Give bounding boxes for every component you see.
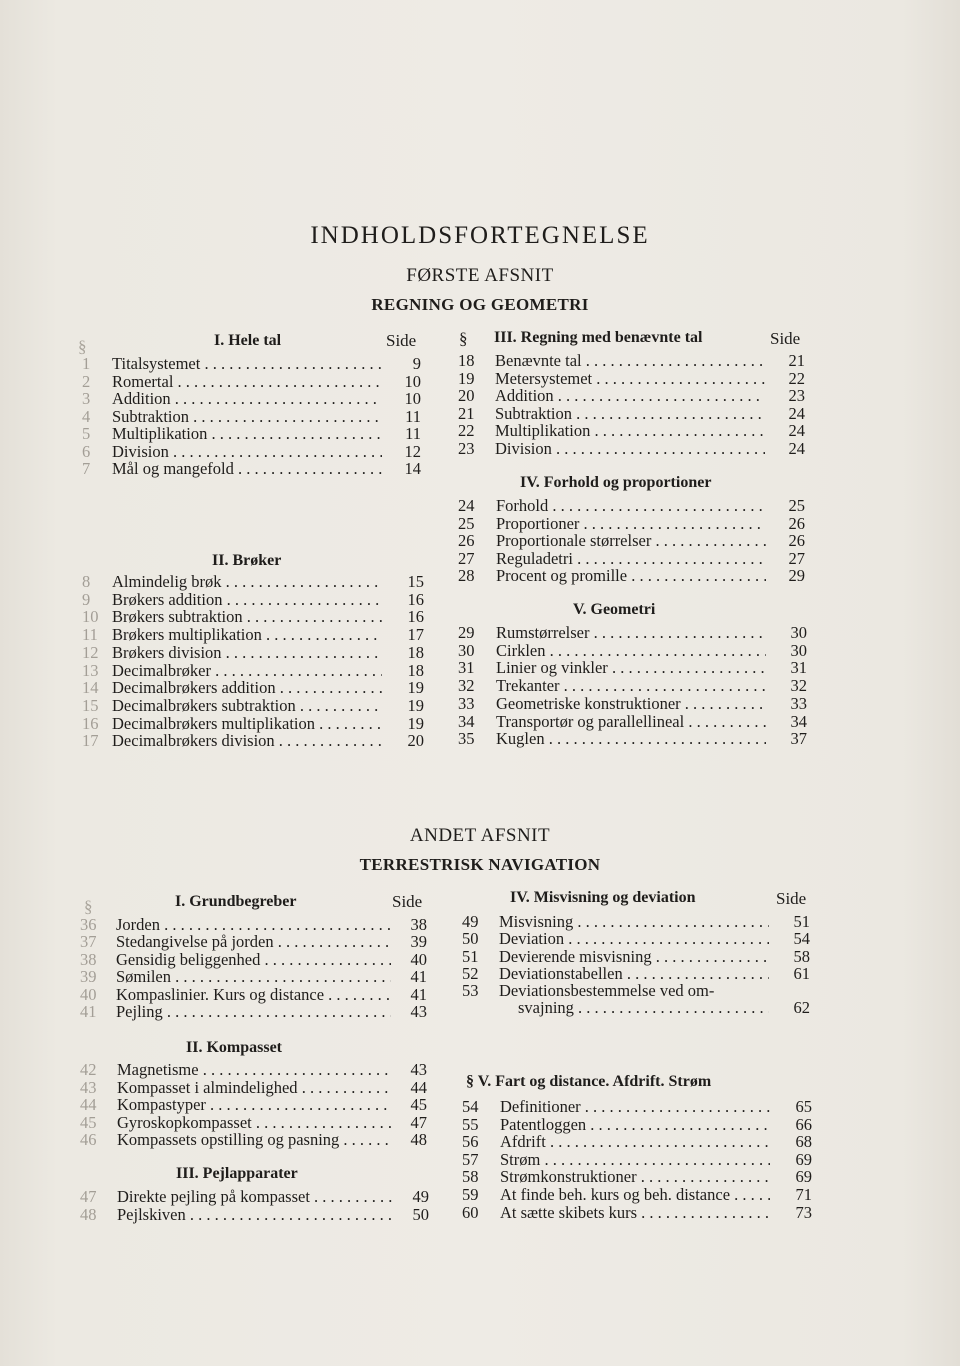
entry-title: Mål og mangefold . . . [112, 460, 382, 478]
entry-title: Procent og promille . . . [496, 567, 766, 585]
toc-entry [0, 1095, 960, 1116]
section-heading: IV. Forhold og proportioner [520, 474, 712, 491]
paragraph-number: 57 [462, 1149, 479, 1169]
page-number: 38 [410, 915, 427, 934]
paragraph-number: 1 [82, 354, 91, 373]
paragraph-number: 29 [458, 623, 475, 642]
entry-title: At finde beh. kurs og beh. distance . . . [500, 1186, 770, 1204]
page-number: 25 [788, 496, 805, 515]
paragraph-number: 11 [82, 625, 98, 645]
paragraph-number: 22 [458, 421, 475, 440]
toc-entry [0, 1003, 960, 1021]
toc-entry [0, 352, 960, 370]
page-number: 33 [790, 693, 807, 713]
page-number: 21 [788, 351, 805, 370]
paragraph-number: 31 [458, 658, 475, 678]
entry-title: Jorden . . . [116, 916, 391, 934]
page-number: 15 [407, 572, 424, 591]
toc-entry [0, 623, 960, 645]
entry-title: Strømkonstruktioner . . . [500, 1168, 770, 1186]
toc-entry [0, 676, 960, 698]
entry-title: Trekanter . . . [496, 677, 766, 695]
part1-subtitle: REGNING OG GEOMETRI [371, 295, 589, 314]
paragraph-number: 38 [80, 949, 97, 969]
paragraph-number: 53 [462, 981, 479, 1001]
page-number: 43 [410, 1060, 427, 1079]
entry-title: Geometriske konstruktioner . . . [496, 695, 766, 713]
page-number: 14 [404, 459, 421, 478]
paragraph-sign: § [459, 329, 468, 348]
entry-title: Multiplikation . . . [495, 422, 765, 440]
page-number: 11 [405, 406, 421, 426]
page-number: 22 [788, 368, 805, 388]
toc-entry [0, 913, 960, 931]
toc-entry [0, 405, 960, 423]
page-number: 37 [790, 729, 807, 749]
entry-title: Subtraktion . . . [495, 405, 765, 423]
page-number: 62 [793, 998, 810, 1018]
paragraph-number: 6 [82, 441, 91, 461]
entry-title: Titalsystemet . . . [112, 355, 382, 373]
part2-subtitle: TERRESTRISK NAVIGATION [359, 855, 601, 874]
section-heading: § V. Fart og distance. Afdrift. Strøm [466, 1073, 712, 1090]
paragraph-number: 26 [458, 531, 475, 551]
page-title: INDHOLDSFORTEGNELSE [310, 222, 650, 249]
paragraph-number: 36 [80, 915, 97, 934]
page-number: 45 [410, 1095, 427, 1115]
toc-entry [0, 695, 960, 713]
paragraph-number: 8 [82, 572, 91, 591]
entry-title: Definitioner . . . [500, 1098, 770, 1116]
toc-entry [0, 930, 960, 948]
paragraph-number: 60 [462, 1202, 479, 1222]
entry-title: Devierende misvisning . . . [499, 948, 769, 966]
entry-title: Kompasset i almindelighed . . . [117, 1079, 392, 1097]
paragraph-number: 7 [82, 459, 91, 478]
paragraph-number: 40 [80, 984, 97, 1004]
paragraph-number: 55 [462, 1114, 479, 1134]
paragraph-sign: § [84, 897, 93, 916]
paragraph-number: 41 [80, 1002, 97, 1021]
part1-label: FØRSTE AFSNIT [406, 265, 554, 286]
entry-title: Decimalbrøkers multiplikation . . . [112, 715, 382, 733]
entry-title: Cirklen . . . [496, 642, 766, 660]
toc-entry [0, 422, 960, 440]
toc-entry [0, 1151, 960, 1169]
entry-title: Misvisning . . . [499, 913, 769, 931]
paragraph-number: 10 [82, 607, 99, 627]
page-number: 19 [407, 713, 424, 733]
section-heading: III. Pejlapparater [176, 1165, 298, 1182]
page-number: 43 [410, 1002, 427, 1021]
paragraph-number: 9 [82, 589, 91, 609]
entry-title: Deviation . . . [499, 930, 769, 948]
page-number: 68 [795, 1132, 812, 1152]
entry-title: Romertal . . . [112, 373, 382, 391]
toc-entry [0, 515, 960, 533]
paragraph-number: 13 [82, 660, 99, 680]
page-number: 40 [410, 949, 427, 969]
entry-title: Reguladetri . . . [496, 550, 766, 568]
entry-title: Decimalbrøkers subtraktion . . . [112, 697, 382, 715]
page-number: 41 [410, 967, 427, 987]
page-number: 19 [407, 695, 424, 715]
page-number: 31 [790, 658, 807, 678]
page-number: 49 [412, 1187, 429, 1206]
entry-title: Kompassets opstilling og pasning . . . [117, 1131, 392, 1149]
page-number: 10 [404, 389, 421, 408]
entry-title: Magnetisme . . . [117, 1061, 392, 1079]
paragraph-number: 27 [458, 548, 475, 568]
paragraph-number: 39 [80, 967, 97, 987]
page-number: 11 [405, 424, 421, 443]
entry-title: At sætte skibets kurs . . . [500, 1204, 770, 1222]
paragraph-number: 19 [458, 368, 475, 388]
page-number: 41 [410, 984, 427, 1004]
entry-title: Brøkers subtraktion . . . [112, 608, 382, 626]
side-column-label: Side [776, 889, 807, 908]
page-number: 34 [790, 711, 807, 731]
paragraph-number: 43 [80, 1077, 97, 1097]
toc-entry [0, 948, 960, 966]
entry-title: Metersystemet . . . [495, 370, 765, 388]
page-number: 9 [412, 354, 421, 373]
paragraph-number: 25 [458, 513, 475, 533]
page-number: 58 [793, 946, 810, 966]
paragraph-number: 45 [80, 1112, 97, 1132]
paragraph-number: 35 [458, 729, 475, 749]
entry-title: Benævnte tal . . . [495, 352, 765, 370]
page-number: 18 [407, 642, 424, 662]
entry-title: Afdrift . . . [500, 1133, 770, 1151]
paragraph-sign: § [78, 337, 87, 356]
paragraph-number: 23 [458, 438, 475, 458]
page-number: 24 [788, 421, 805, 440]
paragraph-number: 54 [462, 1097, 479, 1116]
toc-entry [0, 460, 960, 478]
paragraph-number: 58 [462, 1167, 479, 1187]
paragraph-number: 2 [82, 371, 91, 391]
page-number: 39 [410, 932, 427, 952]
page-number: 44 [410, 1077, 427, 1097]
side-column-label: Side [770, 329, 801, 348]
paragraph-number: 34 [458, 711, 475, 731]
page-number: 32 [790, 676, 807, 696]
entry-title: Forhold . . . [496, 497, 766, 515]
entry-title: Linier og vinkler . . . [496, 659, 766, 677]
entry-title: Gyroskopkompasset . . . [117, 1114, 392, 1132]
entry-title: Multiplikation . . . [112, 425, 382, 443]
entry-title: Pejling . . . [116, 1003, 391, 1021]
paragraph-number: 18 [458, 351, 475, 370]
toc-entry [0, 1130, 960, 1152]
entry-title: Brøkers multiplikation . . . [112, 626, 382, 644]
page-number: 23 [788, 386, 805, 405]
entry-title: Subtraktion . . . [112, 408, 382, 426]
entry-title: Decimalbrøkers division . . . [112, 732, 382, 750]
page-number: 48 [410, 1130, 427, 1150]
page-number: 17 [407, 625, 424, 645]
toc-entry [0, 370, 960, 388]
paragraph-number: 20 [458, 386, 475, 405]
side-column-label: Side [386, 331, 417, 350]
page-number: 26 [788, 513, 805, 533]
page-number: 69 [795, 1167, 812, 1187]
page-number: 24 [788, 438, 805, 458]
entry-title: Division . . . [112, 443, 382, 461]
entry-title: Transportør og parallellineal . . . [496, 713, 766, 731]
paragraph-number: 52 [462, 963, 479, 983]
entry-title: Stedangivelse på jorden . . . [116, 933, 391, 951]
section-heading: III. Regning med benævnte tal [494, 329, 703, 346]
entry-title: Kompaslinier. Kurs og distance . . . [116, 986, 391, 1004]
page-number: 18 [407, 660, 424, 680]
entry-title: Deviationsbestemmelse ved om- [499, 982, 715, 1001]
paragraph-number: 51 [462, 946, 479, 966]
toc-entry [0, 532, 960, 550]
page-number: 16 [407, 607, 424, 627]
page-number: 65 [795, 1097, 812, 1116]
section-heading: II. Kompasset [186, 1039, 283, 1056]
entry-title: Addition . . . [112, 390, 382, 408]
paragraph-number: 48 [80, 1204, 97, 1224]
page-number: 73 [795, 1202, 812, 1222]
page-number: 47 [410, 1112, 427, 1132]
toc-entry [0, 387, 960, 405]
paragraph-number: 30 [458, 640, 475, 660]
entry-title: Addition . . . [495, 387, 765, 405]
paragraph-number: 4 [82, 406, 91, 426]
entry-title: Deviationstabellen . . . [499, 965, 769, 983]
page-number: 10 [404, 371, 421, 391]
paragraph-number: 16 [82, 713, 99, 733]
entry-title: Direkte pejling på kompasset . . . [117, 1188, 392, 1206]
toc-entry [0, 440, 960, 458]
entry-title: Patentloggen . . . [500, 1116, 770, 1134]
entry-title: Division . . . [495, 440, 765, 458]
page-number: 66 [795, 1114, 812, 1134]
paragraph-number: 32 [458, 676, 475, 696]
entry-title: Pejlskiven . . . [117, 1206, 392, 1224]
entry-title: Kompastyper . . . [117, 1096, 392, 1114]
paragraph-number: 21 [458, 403, 475, 423]
paragraph-number: 15 [82, 695, 99, 715]
page-number: 71 [795, 1185, 812, 1204]
paragraph-number: 37 [80, 932, 97, 952]
toc-entry [0, 965, 960, 983]
paragraph-number: 24 [458, 496, 475, 515]
entry-title: Proportionale størrelser . . . [496, 532, 766, 550]
section-heading: V. Geometri [573, 601, 656, 618]
entry-title: Strøm . . . [500, 1151, 770, 1169]
page-number: 50 [412, 1204, 429, 1224]
paragraph-number: 49 [462, 912, 479, 931]
side-column-label: Side [392, 892, 423, 911]
page-number: 51 [793, 912, 810, 931]
section-heading: I. Hele tal [214, 332, 282, 349]
toc-entry [0, 1186, 960, 1204]
entry-title: Decimalbrøker . . . [112, 662, 382, 680]
entry-title-continuation: svajning . . . [518, 999, 769, 1017]
toc-entry [0, 729, 960, 751]
toc-entry [0, 713, 960, 731]
entry-title: Rumstørrelser . . . [496, 624, 766, 642]
toc-entry [0, 1112, 960, 1134]
page-number: 30 [790, 623, 807, 642]
page-number: 16 [407, 589, 424, 609]
page-number: 61 [793, 963, 810, 983]
entry-title: Sømilen . . . [116, 968, 391, 986]
page-number: 29 [788, 566, 805, 586]
paragraph-number: 44 [80, 1095, 97, 1115]
entry-title: Decimalbrøkers addition . . . [112, 679, 382, 697]
section-heading: I. Grundbegreber [175, 893, 297, 910]
paragraph-number: 46 [80, 1130, 97, 1150]
toc-entry [0, 567, 960, 585]
section-heading: II. Brøker [212, 552, 282, 569]
section-heading: IV. Misvisning og deviation [510, 889, 696, 906]
page-number: 54 [793, 929, 810, 949]
paragraph-number: 14 [82, 678, 99, 698]
paragraph-number: 12 [82, 642, 99, 662]
paragraph-number: 5 [82, 424, 91, 443]
page-number: 27 [788, 548, 805, 568]
entry-title: Almindelig brøk . . . [112, 573, 382, 591]
toc-entry [0, 497, 960, 515]
page-number: 12 [404, 441, 421, 461]
toc-entry [0, 642, 960, 660]
paragraph-number: 33 [458, 693, 475, 713]
toc-entry [0, 659, 960, 677]
part2-label: ANDET AFSNIT [409, 825, 551, 846]
entry-title: Kuglen . . . [496, 730, 766, 748]
paragraph-number: 59 [462, 1185, 479, 1204]
page-number: 26 [788, 531, 805, 551]
paragraph-number: 42 [80, 1060, 97, 1079]
paragraph-number: 56 [462, 1132, 479, 1152]
entry-title: Proportioner . . . [496, 515, 766, 533]
entry-title: Brøkers addition . . . [112, 591, 382, 609]
paragraph-number: 47 [80, 1187, 97, 1206]
page-number: 30 [790, 640, 807, 660]
toc-entry [0, 1168, 960, 1186]
entry-title: Gensidig beliggenhed . . . [116, 951, 391, 969]
page-number: 20 [407, 731, 424, 751]
page-number: 69 [795, 1149, 812, 1169]
toc-entry [0, 550, 960, 568]
paragraph-number: 17 [82, 731, 99, 751]
paragraph-number: 50 [462, 929, 479, 949]
toc-entry [0, 1204, 960, 1222]
paragraph-number: 28 [458, 566, 475, 586]
entry-title: Brøkers division . . . [112, 644, 382, 662]
paragraph-number: 3 [82, 389, 91, 408]
page-number: 19 [407, 678, 424, 698]
page-number: 24 [788, 403, 805, 423]
toc-entry [0, 591, 960, 609]
